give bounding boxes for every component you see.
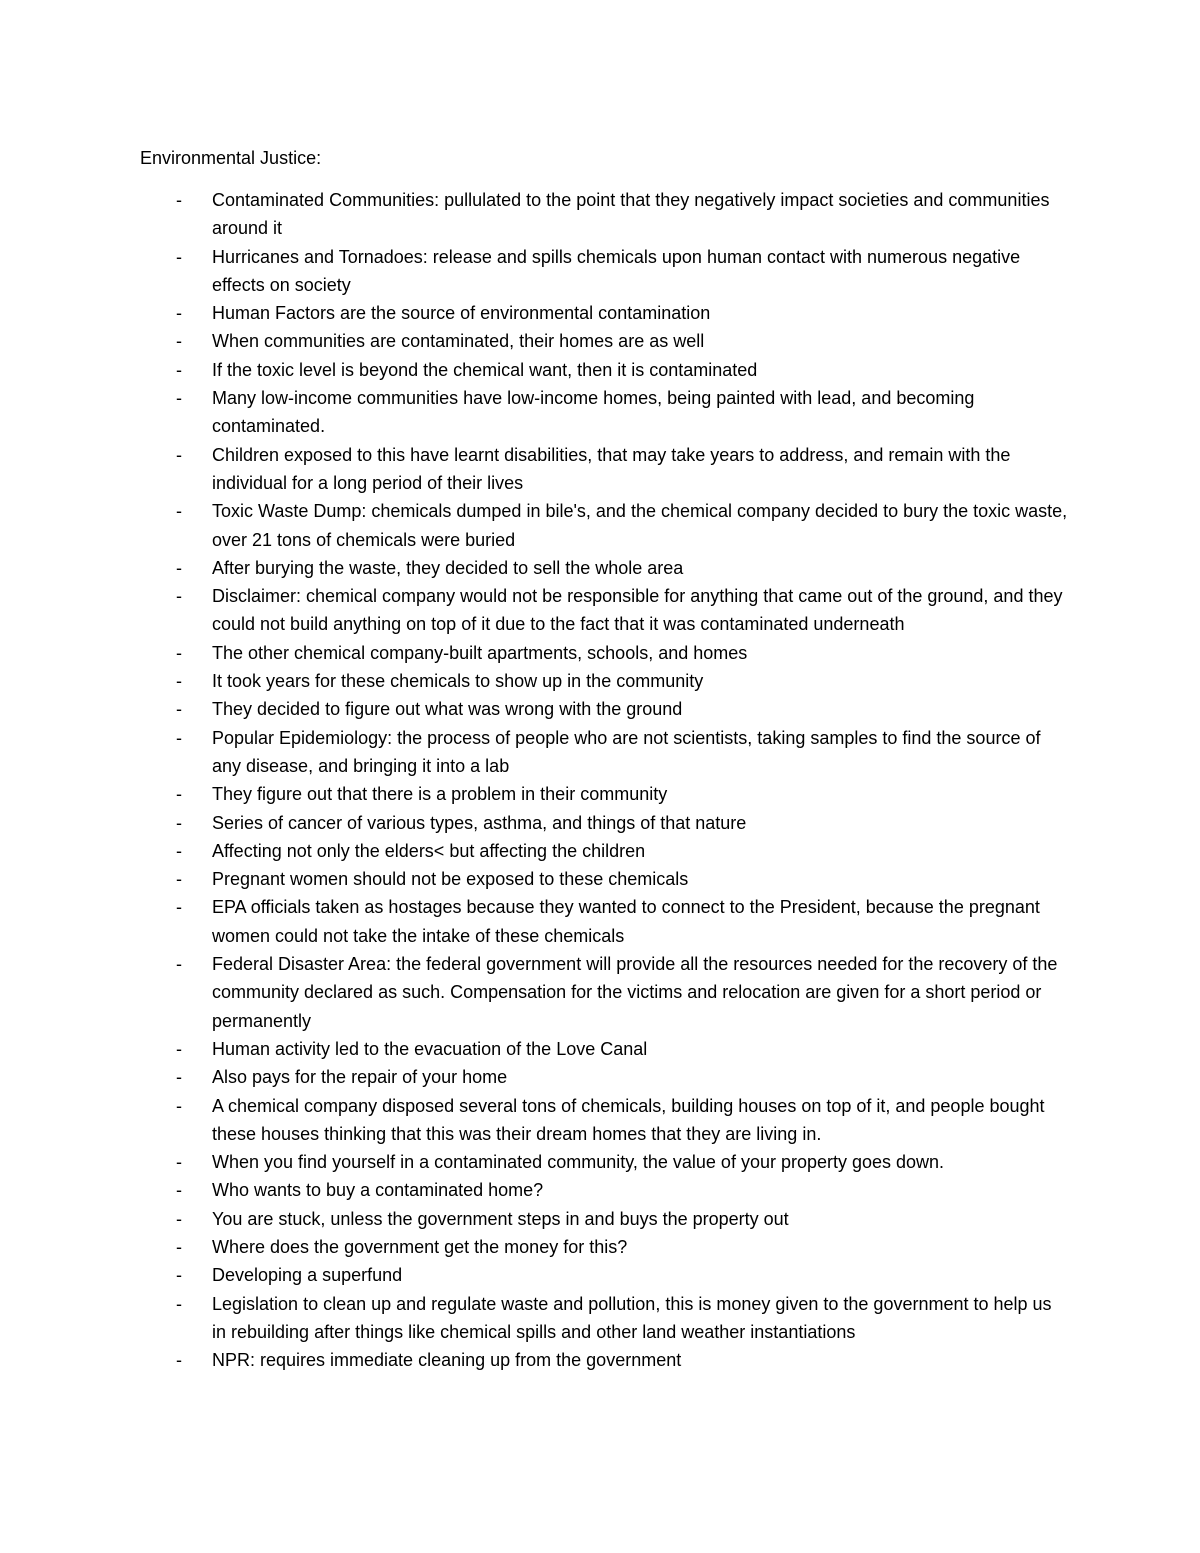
list-item	[0, 950, 1200, 1035]
list-item-text: They figure out that there is a problem in their community	[212, 784, 668, 805]
bullet-dash: -	[176, 812, 182, 833]
list-item	[0, 724, 1200, 781]
list-item	[0, 441, 1200, 498]
document-title: Environmental Justice:	[140, 148, 322, 168]
list-item	[0, 1176, 1200, 1204]
list-item-text: Legislation to clean up and regulate waste and pollution, this is money given to the government to help us in rebuilding after things like chemical spills and other land weather instantiations	[212, 1293, 1052, 1342]
list-item-text: When communities are contaminated, their homes are as well	[212, 331, 705, 352]
list-item-text: Developing a superfund	[212, 1265, 403, 1286]
list-item	[0, 1290, 1200, 1347]
list-item-text: Children exposed to this have learnt disabilities, that may take years to address, and remain with the individual for a long period of their lives	[212, 444, 1011, 493]
bullet-dash: -	[176, 557, 182, 578]
bullet-dash: -	[176, 784, 182, 805]
bullet-dash: -	[176, 1265, 182, 1286]
bullet-dash: -	[176, 1208, 182, 1229]
list-item-text: Pregnant women should not be exposed to these chemicals	[212, 869, 689, 890]
list-item	[0, 809, 1200, 837]
bullet-dash: -	[176, 586, 182, 607]
list-item	[0, 639, 1200, 667]
list-item-text: Human activity led to the evacuation of the Love Canal	[212, 1038, 648, 1059]
list-item-text: Toxic Waste Dump: chemicals dumped in bile's, and the chemical company decided to bury the toxic waste, over 21 tons of chemicals were buried	[212, 501, 1068, 550]
list-item-text: Contaminated Communities: pullulated to the point that they negatively impact societies and communities around it	[212, 190, 1050, 239]
list-item	[0, 243, 1200, 300]
bullet-dash: -	[176, 869, 182, 890]
bullet-dash: -	[176, 1067, 182, 1088]
list-item	[0, 1205, 1200, 1233]
list-item-text: Who wants to buy a contaminated home?	[212, 1180, 544, 1201]
list-item-text: Federal Disaster Area: the federal government will provide all the resources needed for the recovery of the community declared as such. Compensation for the victims and relocation are given for a short period or permanently	[212, 954, 1058, 1031]
list-item	[0, 695, 1200, 723]
list-item	[0, 1233, 1200, 1261]
bullet-dash: -	[176, 727, 182, 748]
list-item	[0, 893, 1200, 950]
list-item	[0, 837, 1200, 865]
list-item	[0, 1148, 1200, 1176]
bullet-dash: -	[176, 1095, 182, 1116]
list-item-text: They decided to figure out what was wrong with the ground	[212, 699, 683, 720]
bullet-dash: -	[176, 331, 182, 352]
bullet-dash: -	[176, 1350, 182, 1371]
list-item	[0, 1346, 1200, 1374]
bullet-dash: -	[176, 954, 182, 975]
list-item	[0, 384, 1200, 441]
bullet-dash: -	[176, 246, 182, 267]
list-item-text: Series of cancer of various types, asthma, and things of that nature	[212, 812, 747, 833]
list-item	[0, 299, 1200, 327]
list-item	[0, 780, 1200, 808]
list-item-text: The other chemical company-built apartments, schools, and homes	[212, 642, 748, 663]
bullet-dash: -	[176, 388, 182, 409]
bullet-dash: -	[176, 303, 182, 324]
list-item-text: EPA officials taken as hostages because they wanted to connect to the President, because the pregnant women could not take the intake of these chemicals	[212, 897, 1040, 946]
list-item	[0, 865, 1200, 893]
bullet-dash: -	[176, 1038, 182, 1059]
bullet-dash: -	[176, 1293, 182, 1314]
list-item	[0, 1261, 1200, 1289]
list-item-text: Many low-income communities have low-income homes, being painted with lead, and becoming contaminated.	[212, 388, 975, 437]
list-item	[0, 356, 1200, 384]
bullet-dash: -	[176, 671, 182, 692]
list-item-text: If the toxic level is beyond the chemical want, then it is contaminated	[212, 359, 758, 380]
list-item-text: Popular Epidemiology: the process of people who are not scientists, taking samples to find the source of any disease, and bringing it into a lab	[212, 727, 1041, 776]
list-item-text: Disclaimer: chemical company would not be responsible for anything that came out of the ground, and they could not build anything on top of it due to the fact that it was contaminated underneath	[212, 586, 1063, 635]
list-item	[0, 1092, 1200, 1149]
bullet-dash: -	[176, 840, 182, 861]
list-item-text: Hurricanes and Tornadoes: release and spills chemicals upon human contact with numerous negative effects on society	[212, 246, 1021, 295]
bullet-dash: -	[176, 1236, 182, 1257]
bullet-dash: -	[176, 897, 182, 918]
bullet-dash: -	[176, 190, 182, 210]
list-item-text: Human Factors are the source of environmental contamination	[212, 303, 711, 324]
list-item-text: A chemical company disposed several tons of chemicals, building houses on top of it, and people bought these houses thinking that this was their dream homes that they are living in.	[212, 1095, 1045, 1144]
list-item	[0, 582, 1200, 639]
list-item-text: Where does the government get the money for this?	[212, 1236, 628, 1257]
bullet-dash: -	[176, 501, 182, 522]
list-item	[0, 554, 1200, 582]
notes-list	[0, 186, 1200, 1374]
list-item-text: When you find yourself in a contaminated community, the value of your property goes down.	[212, 1152, 945, 1173]
list-item	[0, 327, 1200, 355]
list-item	[0, 1063, 1200, 1091]
bullet-dash: -	[176, 699, 182, 720]
bullet-dash: -	[176, 1152, 182, 1173]
bullet-dash: -	[176, 444, 182, 465]
list-item	[0, 667, 1200, 695]
bullet-dash: -	[176, 359, 182, 380]
list-item-text: Affecting not only the elders< but affecting the children	[212, 840, 646, 861]
list-item	[0, 497, 1200, 554]
list-item	[0, 186, 1200, 243]
list-item-text: After burying the waste, they decided to sell the whole area	[212, 557, 684, 578]
bullet-dash: -	[176, 642, 182, 663]
bullet-dash: -	[176, 1180, 182, 1201]
list-item-text: NPR: requires immediate cleaning up from the government	[212, 1350, 682, 1371]
list-item-text: Also pays for the repair of your home	[212, 1067, 508, 1088]
list-item-text: You are stuck, unless the government steps in and buys the property out	[212, 1208, 789, 1229]
list-item-text: It took years for these chemicals to show up in the community	[212, 671, 704, 692]
list-item	[0, 1035, 1200, 1063]
